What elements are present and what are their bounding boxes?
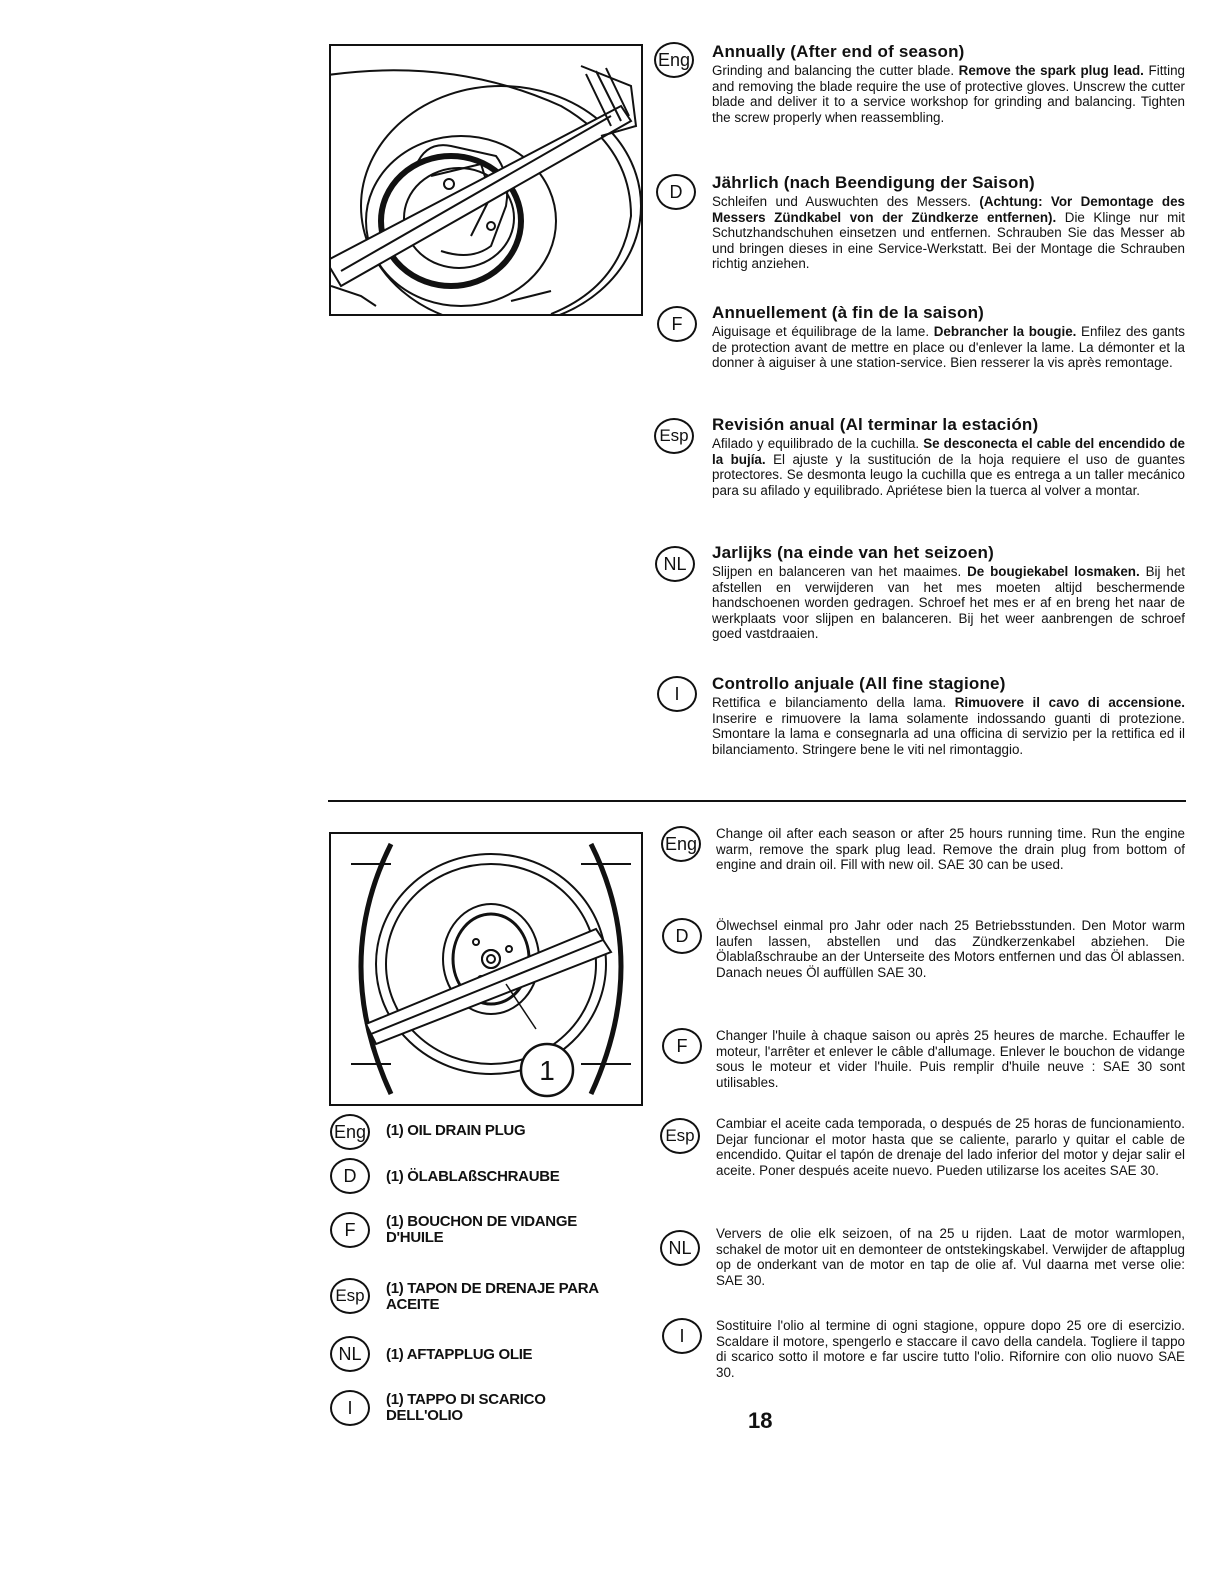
lang-badge-esp: Esp — [660, 1118, 700, 1154]
section-oil-esp — [716, 1116, 1185, 1178]
oil-drain-drawing — [331, 834, 641, 1104]
section-annual-nl — [712, 543, 1185, 642]
section-body: Change oil after each season or after 25 hours running time. Run the engine warm, remove the spark plug lead. Remove the drain plug from bottom of engine and drain oil. Fill with new oil. SAE 30 can be used. — [716, 826, 1185, 873]
section-title: Revisión anual (Al terminar la estación) — [712, 415, 1039, 434]
section-body: Cambiar el aceite cada temporada, o después de 25 horas de funcionamiento. Dejar funcionar el motor hasta que se caliente, pararlo y quitar el cable de encendido. Quitar el tapón de drenaje del lado inferior del motor y dejar salir el aceite. Poner después aceite nuevo. Pueden utilizarse los aceites SAE 30. — [716, 1116, 1185, 1178]
section-oil-i — [716, 1318, 1185, 1380]
lang-badge-d: D — [662, 918, 702, 954]
legend-label: (1) OIL DRAIN PLUG — [386, 1122, 526, 1139]
legend-label: (1) TAPPO DI SCARICO DELL'OLIO — [386, 1391, 546, 1424]
legend-label: (1) TAPON DE DRENAJE PARA ACEITE — [386, 1280, 599, 1313]
section-body: Ölwechsel einmal pro Jahr oder nach 25 Betriebsstunden. Den Motor warm laufen lassen, abstellen und das Zündkerzenkabel abziehen. Die Ölablaßschraube an der Unterseite des Motors entfernen und das Öl ablassen. Danach neues Öl auffüllen SAE 30. — [716, 918, 1185, 980]
lang-badge-nl: NL — [660, 1230, 700, 1266]
section-annual-i — [712, 674, 1185, 757]
lang-badge-eng: Eng — [654, 42, 694, 78]
section-annual-esp — [712, 415, 1185, 498]
lang-badge-d: D — [656, 174, 696, 210]
lang-badge-i: I — [330, 1390, 370, 1426]
section-body: Grinding and balancing the cutter blade. Remove the spark plug lead. Fitting and removing the blade require the use of protective gloves. Unscrew the cutter blade and deliver it to a service workshop for grinding and balancing. Tighten the screw properly when reassembling. — [712, 63, 1186, 125]
lang-badge-nl: NL — [330, 1336, 370, 1372]
legend-label: (1) AFTAPPLUG OLIE — [386, 1346, 533, 1363]
section-oil-f — [716, 1028, 1185, 1090]
blade-grinding-illustration — [329, 44, 643, 316]
lang-badge-d: D — [330, 1158, 370, 1194]
legend-label: (1) ÖLABLAßSCHRAUBE — [386, 1168, 560, 1185]
section-body: Ververs de olie elk seizoen, of na 25 u rijden. Laat de motor warmlopen, schakel de motor uit en demonteer de ontstekingskabel. Verwijder de aftapplug op de onderkant van de motor en tap de olie af. Vul daarna met verse olie: SAE 30. — [716, 1226, 1185, 1288]
lang-badge-esp: Esp — [330, 1278, 370, 1314]
blade-grinding-drawing — [331, 46, 641, 314]
section-title: Annually (After end of season) — [712, 42, 965, 61]
lang-badge-eng: Eng — [330, 1114, 370, 1150]
section-body: Slijpen en balanceren van het maaimes. De bougiekabel losmaken. Bij het afstellen en verwijderen van het mes moeten altijd beschermende handschoenen worden gedragen. Schroef het mes er af en breng het naar de werkplaats voor slijpen en balanceren. Bij het weer aanbrengen de schroef goed vastdraaien. — [712, 564, 1185, 642]
callout-1: 1 — [539, 1055, 555, 1086]
legend-label: (1) BOUCHON DE VIDANGE D'HUILE — [386, 1213, 577, 1246]
section-body: Afilado y equilibrado de la cuchilla. Se desconecta el cable del encendido de la bujía. El ajuste y la sustitución de la hoja requiere el uso de guantes protectores. Se desmonta leugo la cuchilla que es entrega a un taller mecánico para su afilado y equilibrado. Apriétese bien la tuerca al volver a montar. — [712, 436, 1185, 498]
section-oil-eng — [716, 826, 1185, 873]
section-divider — [328, 800, 1186, 802]
section-title: Annuellement (à fin de la saison) — [712, 303, 985, 322]
section-annual-d — [712, 173, 1185, 272]
section-annual-f — [712, 303, 1185, 371]
section-title: Jährlich (nach Beendigung der Saison) — [712, 173, 1035, 192]
section-annual-eng — [712, 42, 1185, 125]
lang-badge-esp: Esp — [654, 418, 694, 454]
section-body: Aiguisage et équilibrage de la lame. Debrancher la bougie. Enfilez des gants de protection avant de mettre en place ou d'enlever la lame. La démonter et la donner à aiguiser à une station-service. Bien resserer la vis après remontage. — [712, 324, 1185, 371]
lang-badge-eng: Eng — [661, 826, 701, 862]
lang-badge-i: I — [662, 1318, 702, 1354]
lang-badge-nl: NL — [655, 546, 695, 582]
lang-badge-f: F — [330, 1212, 370, 1248]
section-title: Controllo anjuale (All fine stagione) — [712, 674, 1006, 693]
section-body: Sostituire l'olio al termine di ogni stagione, oppure dopo 25 ore di esercizio. Scaldare il motore, spengerlo e staccare il cavo della candela. Togliere il tappo di scarico sotto il motore e far uscire tutto l'olio. Rifornire con olio nuovo SAE 30. — [716, 1318, 1185, 1380]
section-body: Schleifen und Auswuchten des Messers. (Achtung: Vor Demontage des Messers Zündkabel von der Zündkerze entfernen). Die Klinge nur mit Schutzhandschuhen einsetzen und entfernen. Schrauben Sie das Messer ab und bringen dieses in eine Service-Werkstatt. Bei der Montage die Schrauben richtig anziehen. — [712, 194, 1185, 272]
section-body: Rettifica e bilanciamento della lama. Rimuovere il cavo di accensione. Inserire e rimuovere la lama solamente indossando guanti di protezione. Smontare la lama e consegnarla ad una officina di servizio per la rettifica ed il bilanciamento. Stringere bene le viti nel rimontaggio. — [712, 695, 1185, 757]
lang-badge-f: F — [657, 306, 697, 342]
lang-badge-i: I — [657, 676, 697, 712]
section-body: Changer l'huile à chaque saison ou après 25 heures de marche. Echauffer le moteur, l'arrêter et enlever le câble d'allumage. Enlever le bouchon de vidange sous le moteur et vider l'huile. Puis remplir d'huile neuve : SAE 30 sont utilisables. — [716, 1028, 1185, 1090]
lang-badge-f: F — [662, 1028, 702, 1064]
section-title: Jarlijks (na einde van het seizoen) — [712, 543, 994, 562]
oil-drain-illustration — [329, 832, 643, 1106]
section-oil-nl — [716, 1226, 1185, 1288]
section-oil-d — [716, 918, 1185, 980]
page-number: 18 — [748, 1408, 773, 1433]
